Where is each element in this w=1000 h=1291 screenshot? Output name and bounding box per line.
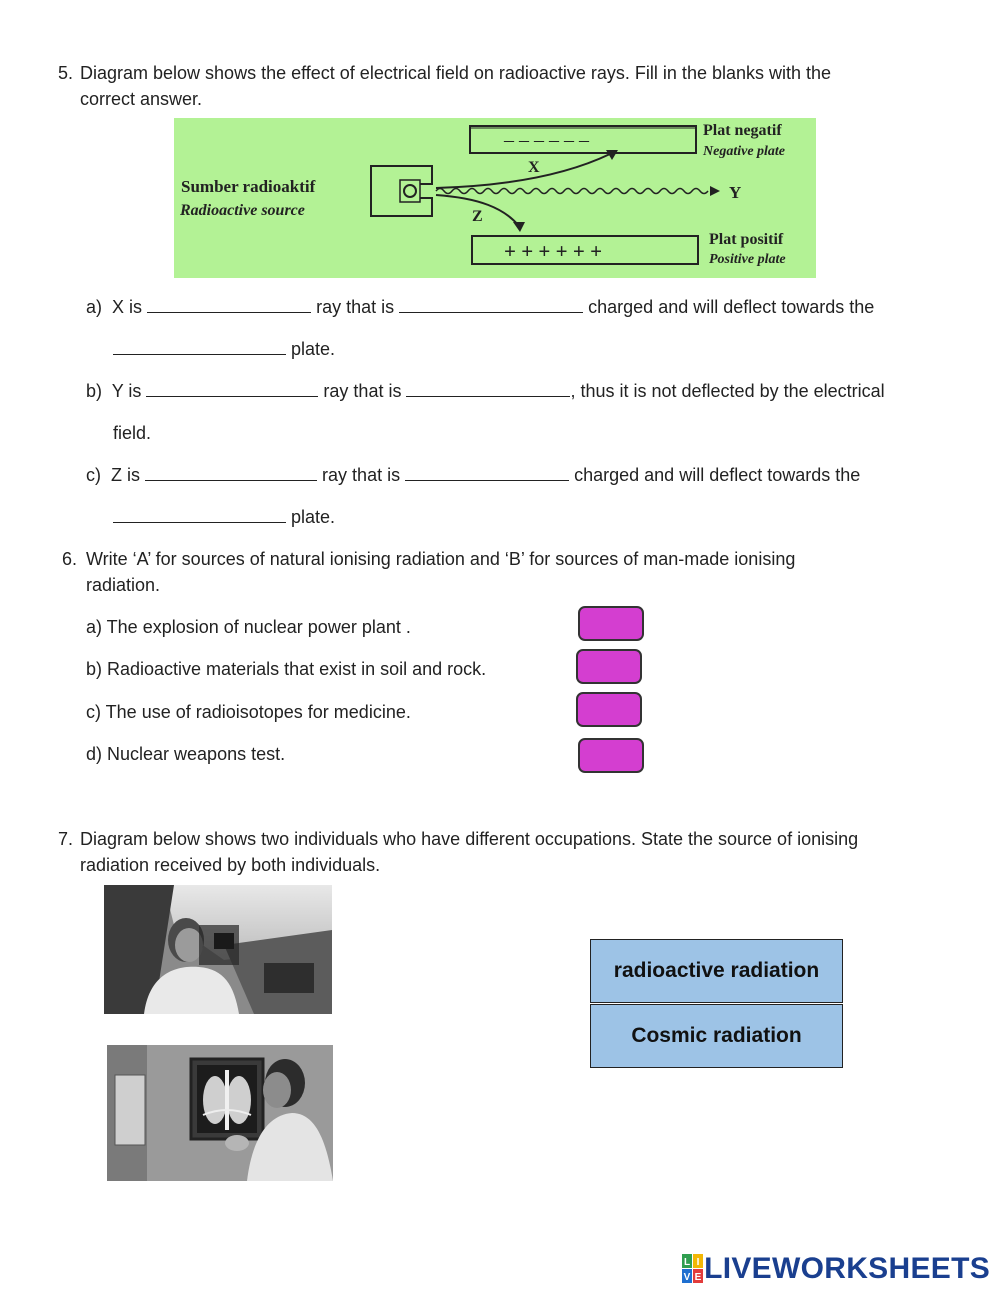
- q5a-text2: ray that is: [316, 297, 395, 317]
- ray-y-label: Y: [729, 183, 742, 202]
- source-label-my: Sumber radioaktif: [181, 177, 316, 196]
- q5c-text4: plate.: [291, 507, 336, 527]
- q5c-blank-charge[interactable]: [405, 462, 569, 481]
- q6-text-line2: radiation.: [86, 575, 161, 595]
- electric-field-diagram: [174, 118, 816, 278]
- logo-badge-e: E: [694, 1272, 702, 1283]
- liveworksheets-logo[interactable]: [682, 1252, 990, 1286]
- logo-badge-v: V: [683, 1272, 691, 1283]
- positive-plate-label-my: Plat positif: [709, 231, 784, 248]
- q7-option-cosmic[interactable]: Cosmic radiation: [590, 1004, 843, 1068]
- q5c-blank-ray[interactable]: [145, 462, 317, 481]
- q5a-text4: plate.: [291, 339, 336, 359]
- q6-answer-box-b[interactable]: [576, 649, 642, 684]
- logo-badge-icon: [682, 1254, 704, 1284]
- q7-option-radioactive[interactable]: radioactive radiation: [590, 939, 843, 1003]
- q5-number: 5.: [58, 63, 74, 83]
- q5c-line2: [113, 504, 335, 530]
- q5a-text1: X is: [112, 297, 143, 317]
- q5-text-line2: correct answer.: [80, 89, 203, 109]
- q6-item-d: d) Nuclear weapons test.: [86, 744, 286, 764]
- q6-number: 6.: [62, 549, 78, 569]
- negative-plate-label-my: Plat negatif: [703, 122, 782, 139]
- ray-z-label: Z: [472, 208, 483, 225]
- q5a-blank-ray[interactable]: [147, 294, 311, 313]
- q5c-text2: ray that is: [322, 465, 401, 485]
- ray-x-label: X: [528, 159, 540, 176]
- q5a-line1: [86, 294, 874, 320]
- q5a-line2: [113, 336, 335, 362]
- q5b-line2: field.: [113, 423, 152, 443]
- q5b-text2: ray that is: [323, 381, 402, 401]
- negative-plate-label-en: Negative plate: [703, 144, 786, 159]
- q6-item-b: b) Radioactive materials that exist in soil and rock.: [86, 659, 487, 679]
- q5b-text1: Y is: [111, 381, 142, 401]
- q7-number: 7.: [58, 829, 74, 849]
- q6-answer-box-c[interactable]: [576, 692, 642, 727]
- q7-text-line2: radiation received by both individuals.: [80, 855, 381, 875]
- q5a-label: a): [86, 297, 103, 317]
- logo-text: LIVEWORKSHEETS: [704, 1252, 990, 1285]
- positive-plate-label-en: Positive plate: [709, 252, 786, 267]
- q5b-blank-ray[interactable]: [146, 378, 318, 397]
- q5c-text3: charged and will deflect towards the: [574, 465, 861, 485]
- source-label-en: Radioactive source: [180, 202, 305, 219]
- logo-badge-l: L: [684, 1257, 691, 1268]
- pilot-photo: [104, 885, 332, 1014]
- q5c-label: c): [86, 465, 101, 485]
- q5-text-line1: Diagram below shows the effect of electrical field on radioactive rays. Fill in the blanks with the: [80, 63, 832, 83]
- q6-answer-box-d[interactable]: [578, 738, 644, 773]
- q5b-blank-charge[interactable]: [406, 378, 570, 397]
- q5c-line1: [86, 462, 860, 488]
- q5c-blank-plate[interactable]: [113, 504, 286, 523]
- q5a-blank-plate[interactable]: [113, 336, 286, 355]
- q5c-text1: Z is: [111, 465, 141, 485]
- q5b-line1: [86, 378, 885, 404]
- q7-text-line1: Diagram below shows two individuals who have different occupations. State the source of ionising: [80, 829, 859, 849]
- q6-answer-box-a[interactable]: [578, 606, 644, 641]
- positive-signs: + + + + + +: [504, 239, 603, 263]
- q6-item-c: c) The use of radioisotopes for medicine.: [86, 702, 411, 722]
- q6-item-a: a) The explosion of nuclear power plant .: [86, 617, 411, 637]
- q5a-blank-charge[interactable]: [399, 294, 583, 313]
- q5b-text3: , thus it is not deflected by the electrical: [570, 381, 885, 401]
- negative-signs: – – – – – –: [504, 129, 589, 151]
- q5b-label: b): [86, 381, 103, 401]
- q6-text-line1: Write ‘A’ for sources of natural ionising radiation and ‘B’ for sources of man-made ionising: [86, 549, 796, 569]
- q5a-text3: charged and will deflect towards the: [588, 297, 875, 317]
- diagram-svg: [174, 118, 816, 278]
- logo-badge-i: I: [696, 1257, 700, 1268]
- xray-photo: [107, 1045, 333, 1181]
